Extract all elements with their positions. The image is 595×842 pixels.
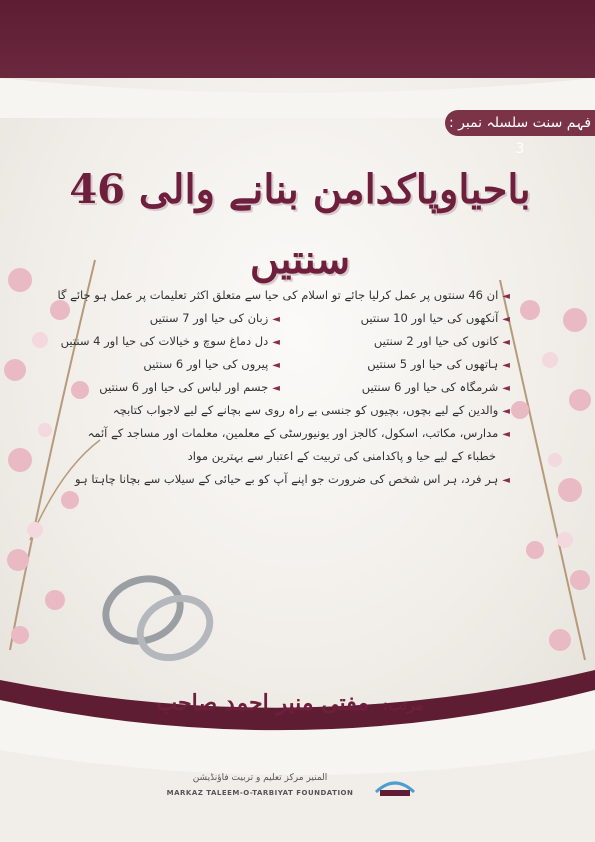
list-item (87, 422, 510, 445)
foundation-logo-icon (372, 770, 418, 800)
bullet-icon: ◄ (502, 360, 510, 371)
author-label: مرتب: (382, 696, 424, 714)
item-text: پیروں کی حیا اور 6 سنتیں (143, 357, 269, 371)
bullet-icon: ◄ (272, 337, 280, 348)
rings-image (95, 560, 225, 670)
list-item (90, 307, 510, 330)
list-item (75, 468, 510, 491)
author-name: مفتی منیر احمد صاحب (156, 690, 370, 716)
item-text: آنکھوں کی حیا اور 10 سنتیں (360, 311, 499, 325)
item-text: جسم اور لباس کی حیا اور 6 سنتیں (99, 380, 269, 394)
bullet-icon: ◄ (272, 383, 280, 394)
item-text: شرمگاہ کی حیا اور 6 سنتیں (361, 380, 499, 394)
item-text: ہر فرد، ہر اس شخص کی ضرورت جو اپنے آپ کو بے حیائی کے سیلاب سے بچانا چاہتا ہو (75, 472, 499, 486)
list-item (57, 284, 510, 307)
series-badge: فہم سنت سلسلہ نمبر : 3 (445, 110, 595, 136)
list-item (60, 330, 510, 353)
sunnah-list (57, 284, 510, 491)
item-text: کانوں کی حیا اور 2 سنتیں (373, 334, 499, 348)
item-text: ہاتھوں کی حیا اور 5 سنتیں (367, 357, 499, 371)
bullet-icon: ◄ (502, 383, 510, 394)
bullet-icon: ◄ (502, 337, 510, 348)
list-item (90, 376, 510, 399)
bullet-icon: ◄ (502, 475, 510, 486)
bullet-icon: ◄ (502, 406, 510, 417)
item-text: مدارس، مکاتب، اسکول، کالجز اور یونیورسٹی کے معلمین، معلمات اور مساجد کے آئمہ (87, 426, 499, 440)
item-text: زبان کی حیا اور 7 سنتیں (149, 311, 269, 325)
item-text: خطباء کے لیے حیا و پاکدامنی کی تربیت کے اعتبار سے بہترین مواد (187, 449, 496, 463)
bullet-icon: ◄ (502, 291, 510, 302)
bullet-icon: ◄ (502, 429, 510, 440)
bullet-icon: ◄ (272, 314, 280, 325)
item-text: دل دماغ سوچ و خیالات کی حیا اور 4 سنتیں (60, 334, 269, 348)
item-text: ان 46 سنتوں پر عمل کرلیا جائے تو اسلام کی حیا سے متعلق اکثر تعلیمات پر عمل ہو جائے گا (57, 288, 499, 302)
list-item (90, 353, 510, 376)
footer-urdu: المنیر مرکز تعلیم و تربیت فاؤنڈیشن (192, 773, 328, 783)
author-credit (140, 690, 440, 730)
footer-english: MARKAZ TALEEM-O-TARBIYAT FOUNDATION (166, 789, 354, 797)
list-item (90, 399, 510, 422)
page-title: باحیاوپاکدامن بنانے والی 46 سنتیں (69, 166, 531, 283)
list-item-continued (90, 445, 510, 468)
bullet-icon: ◄ (502, 314, 510, 325)
item-text: والدین کے لیے بچوں، بچیوں کو جنسی بے راہ روی سے بچانے کے لیے لاجواب کتابچہ (112, 403, 499, 417)
bottom-band (0, 640, 595, 842)
bullet-icon: ◄ (272, 360, 280, 371)
